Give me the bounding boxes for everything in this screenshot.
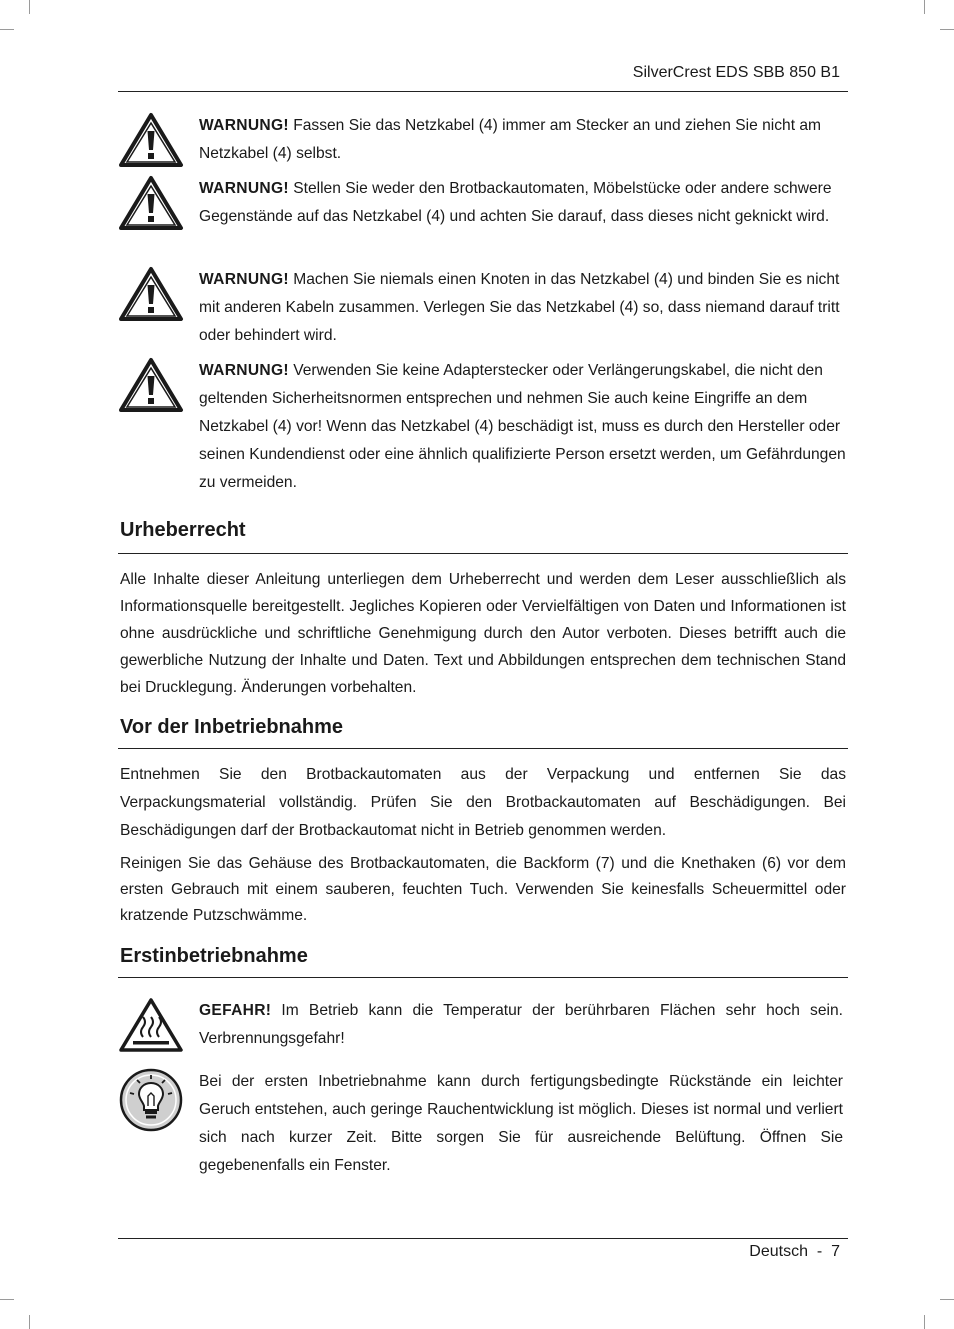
crop-mark [940,29,954,30]
footer-page-label [749,1243,840,1261]
tip-text: Bei der ersten Inbetriebnahme kann durch fertigungsbedingte Rückstände ein leichter Geruch entstehen, auch geringe Rauchentwicklung ist möglich. Dieses ist normal und verliert sich nach kurzer Zeit. Bitte sorgen Sie für ausreichende Belüftung. Öffnen Sie gegebenenfalls ein Fenster. [199,1073,843,1174]
warning-text [199,357,846,497]
warning-note [118,266,846,352]
warning-text [199,266,846,350]
warning-label: WARNUNG! [199,362,289,379]
warning-label: WARNUNG! [199,180,289,197]
section-heading-first-use: Erstinbetriebnahme [120,945,308,967]
footer-page-number: 7 [831,1243,840,1260]
warning-text [199,112,846,168]
warning-triangle-icon [118,357,184,413]
crop-mark [29,1315,30,1329]
warning-text [199,175,846,231]
hot-surface-icon [118,997,184,1053]
warning-label: WARNUNG! [199,117,289,134]
crop-mark [0,1299,14,1300]
lightbulb-tip-icon [118,1067,184,1133]
header-rule [118,91,848,92]
footer-separator: - [816,1243,823,1260]
section-heading-before-use: Vor der Inbetriebnahme [120,716,344,738]
danger-label: GEFAHR! [199,1002,272,1019]
warning-note [118,175,846,261]
section-rule [118,977,848,978]
crop-mark [924,0,925,14]
footer-language: Deutsch [749,1243,808,1260]
danger-note [118,997,843,1057]
section-heading-copyright: Urheberrecht [120,519,246,541]
warning-body: Verwenden Sie keine Adapterstecker oder Verlängerungskabel, die nicht den geltenden Sicherheitsnormen entsprechen und nehmen Sie auch keine Eingriffe an dem Netzkabel (4) vor! Wenn das Netzkabel (4) beschädigt ist, muss es durch den Hersteller oder seinen Kundendienst oder eine ähnlich qualifizierte Person ersetzt werden, um Gefährdungen zu vermeiden. [199,362,846,491]
warning-body: Stellen Sie weder den Brotbackautomaten, Möbelstücke oder andere schwere Gegenstände auf das Netzkabel (4) und achten Sie darauf, dass dieses nicht geknickt wird. [199,180,832,225]
crop-mark [940,1299,954,1300]
before-use-paragraph: Reinigen Sie das Gehäuse des Brotbackautomaten, die Backform (7) und die Knethaken (6) vor dem ersten Gebrauch mit einem sauberen, feuchten Tuch. Verwenden Sie keinesfalls Scheuermittel oder kratzende Putzschwämme. [120,855,846,924]
crop-mark [29,0,30,14]
crop-mark [0,29,14,30]
warning-triangle-icon [118,112,184,168]
warning-label: WARNUNG! [199,271,289,288]
tip-note [118,1067,843,1181]
warning-triangle-icon [118,175,184,231]
danger-body: Im Betrieb kann die Temperatur der berührbaren Flächen sehr hoch sein. Verbrennungsgefahr! [199,1002,843,1047]
warning-note [118,112,846,170]
section-rule [118,553,848,554]
section-rule [118,748,848,749]
before-use-paragraph: Entnehmen Sie den Brotbackautomaten aus der Verpackung und entfernen Sie das Verpackungsmaterial vollständig. Prüfen Sie den Brotbackautomaten auf Beschädigungen. Bei Beschädigungen darf der Brotbackautomat nicht in Betrieb genommen werden. [120,766,846,839]
copyright-paragraph: Alle Inhalte dieser Anleitung unterliegen dem Urheberrecht und werden dem Leser ausschließlich als Informationsquelle bereitgestellt. Jegliches Kopieren oder Vervielfältigen von Daten und Informationen ist ohne ausdrückliche und schriftliche Genehmigung durch den Autor verboten. Dieses betrifft auch die gewerbliche Nutzung der Inhalte und Daten. Text und Abbildungen entsprechen dem technischen Stand bei Drucklegung. Änderungen vorbehalten. [120,571,846,696]
footer-rule [118,1238,848,1239]
warning-body: Fassen Sie das Netzkabel (4) immer am Stecker an und ziehen Sie nicht am Netzkabel (4) selbst. [199,117,822,162]
warning-body: Machen Sie niemals einen Knoten in das Netzkabel (4) und binden Sie es nicht mit anderen Kabeln zusammen. Verlegen Sie das Netzkabel (4) so, dass niemand darauf tritt oder behindert wird. [199,271,840,344]
header-title: SilverCrest EDS SBB 850 B1 [632,64,840,81]
crop-mark [924,1315,925,1329]
danger-text [199,997,843,1053]
warning-note [118,357,846,499]
warning-triangle-icon [118,266,184,322]
